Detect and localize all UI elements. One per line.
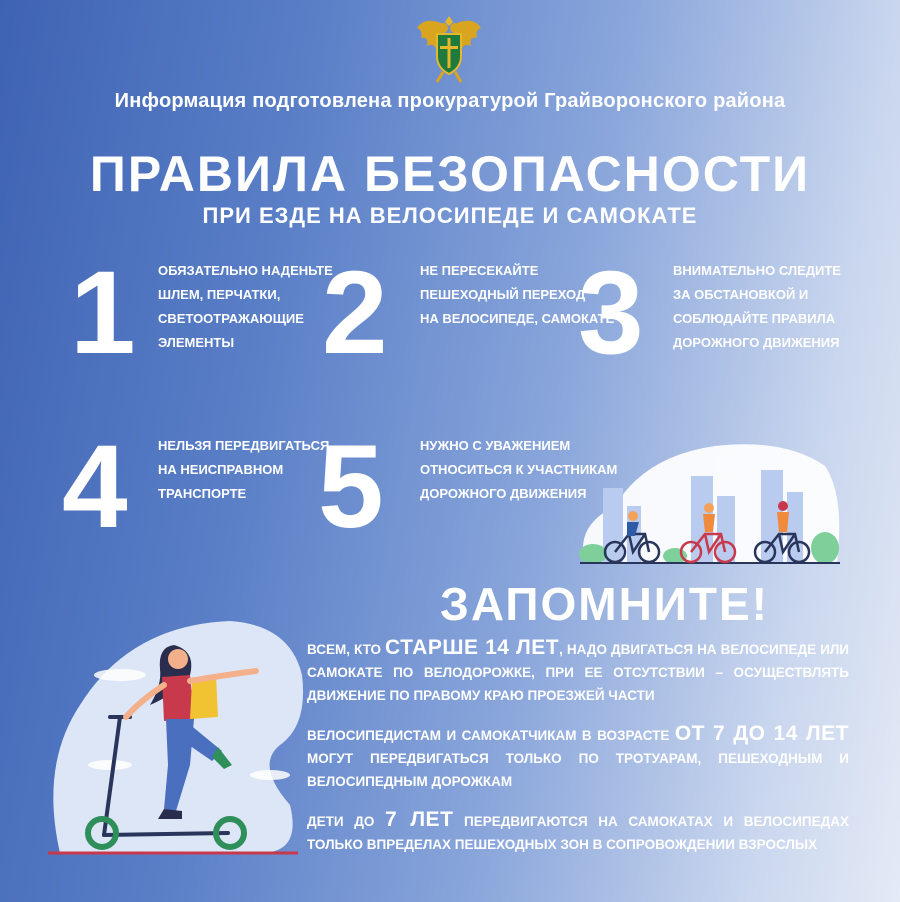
rule-number-1: 1 [70,247,136,379]
cyclists-illustration-icon [575,436,845,570]
page-title: ПРАВИЛА БЕЗОПАСНОСТИ [89,146,811,202]
note-3-pre: ДЕТИ ДО [307,814,385,829]
rule-4-line: НЕЛЬЗЯ ПЕРЕДВИГАТЬСЯ [158,438,330,453]
rule-4-line: ТРАНСПОРТЕ [158,486,247,501]
rule-4-line: НА НЕИСПРАВНОМ [158,462,284,477]
rule-5-line: ДОРОЖНОГО ДВИЖЕНИЯ [420,486,587,501]
rule-number-4: 4 [62,421,128,553]
rule-number-5: 5 [318,421,384,553]
rule-text-3 [673,259,841,355]
page-subtitle: ПРИ ЕЗДЕ НА ВЕЛОСИПЕДЕ И САМОКАТЕ [202,203,698,228]
rule-number-2: 2 [322,247,388,379]
rule-3-line: ДОРОЖНОГО ДВИЖЕНИЯ [673,335,840,350]
rule-1-line: ОБЯЗАТЕЛЬНО НАДЕНЬТЕ [158,263,333,278]
rule-5-line: НУЖНО С УВАЖЕНИЕМ [420,438,571,453]
rule-5-line: ОТНОСИТЬСЯ К УЧАСТНИКАМ [420,462,618,477]
note-1-pre: ВСЕМ, КТО [307,642,386,657]
note-2-pre: ВЕЛОСИПЕДИСТАМ И САМОКАТЧИКАМ В ВОЗРАСТЕ [307,728,675,743]
note-3-highlight: 7 ЛЕТ [384,808,454,831]
note-3-post: ПЕРЕДВИГАЮТСЯ НА САМОКАТАХ И ВЕЛОСИПЕДАХ ТОЛЬКО ВПРЕДЕЛАХ ПЕШЕХОДНЫХ ЗОН В СОПРОВОЖДЕНИИ ВЗРОСЛЫХ [307,814,849,852]
rule-2-line: НА ВЕЛОСИПЕДЕ, САМОКАТЕ [420,311,615,326]
note-2-post: МОГУТ ПЕРЕДВИГАТЬСЯ ТОЛЬКО ПО ТРОТУАРАМ, ПЕШЕХОДНЫМ И ВЕЛОСИПЕДНЫМ ДОРОЖКАМ [307,751,849,789]
rule-2-line: ПЕШЕХОДНЫЙ ПЕРЕХОД [420,287,586,302]
rule-number-3: 3 [578,247,644,379]
rule-3-line: СОБЛЮДАЙТЕ ПРАВИЛА [673,311,836,326]
rule-2-line: НЕ ПЕРЕСЕКАЙТЕ [420,263,539,278]
rule-1-line: ШЛЕМ, ПЕРЧАТКИ, [158,287,281,302]
remember-note-3 [307,808,849,856]
rule-text-4 [158,434,329,506]
remember-heading: ЗАПОМНИТЕ! [440,578,769,630]
note-2-highlight: ОТ 7 ДО 14 ЛЕТ [674,722,849,745]
rule-text-1 [158,259,333,355]
remember-note-2 [307,722,849,793]
emblem-icon [413,10,485,84]
scooter-girl-illustration-icon [40,615,310,865]
rule-1-line: СВЕТООТРАЖАЮЩИЕ [158,311,304,326]
note-1-post: , НАДО ДВИГАТЬСЯ НА ВЕЛОСИПЕДЕ ИЛИ САМОКАТЕ ПО ВЕЛОДОРОЖКЕ, ПРИ ЕЕ ОТСУТСТВИИ – ОСУЩЕСТВЛЯТЬ ДВИЖЕНИЕ ПО ПРАВОМУ КРАЮ ПРОЕЗЖЕЙ ЧАСТИ [307,642,849,703]
remember-note-1 [307,636,849,707]
rule-3-line: ЗА ОБСТАНОВКОЙ И [673,287,809,302]
note-1-highlight: СТАРШЕ 14 ЛЕТ [385,636,560,659]
rule-1-line: ЭЛЕМЕНТЫ [158,335,235,350]
source-line: Информация подготовлена прокуратурой Грайворонского района [114,90,786,112]
rule-3-line: ВНИМАТЕЛЬНО СЛЕДИТЕ [673,263,841,278]
